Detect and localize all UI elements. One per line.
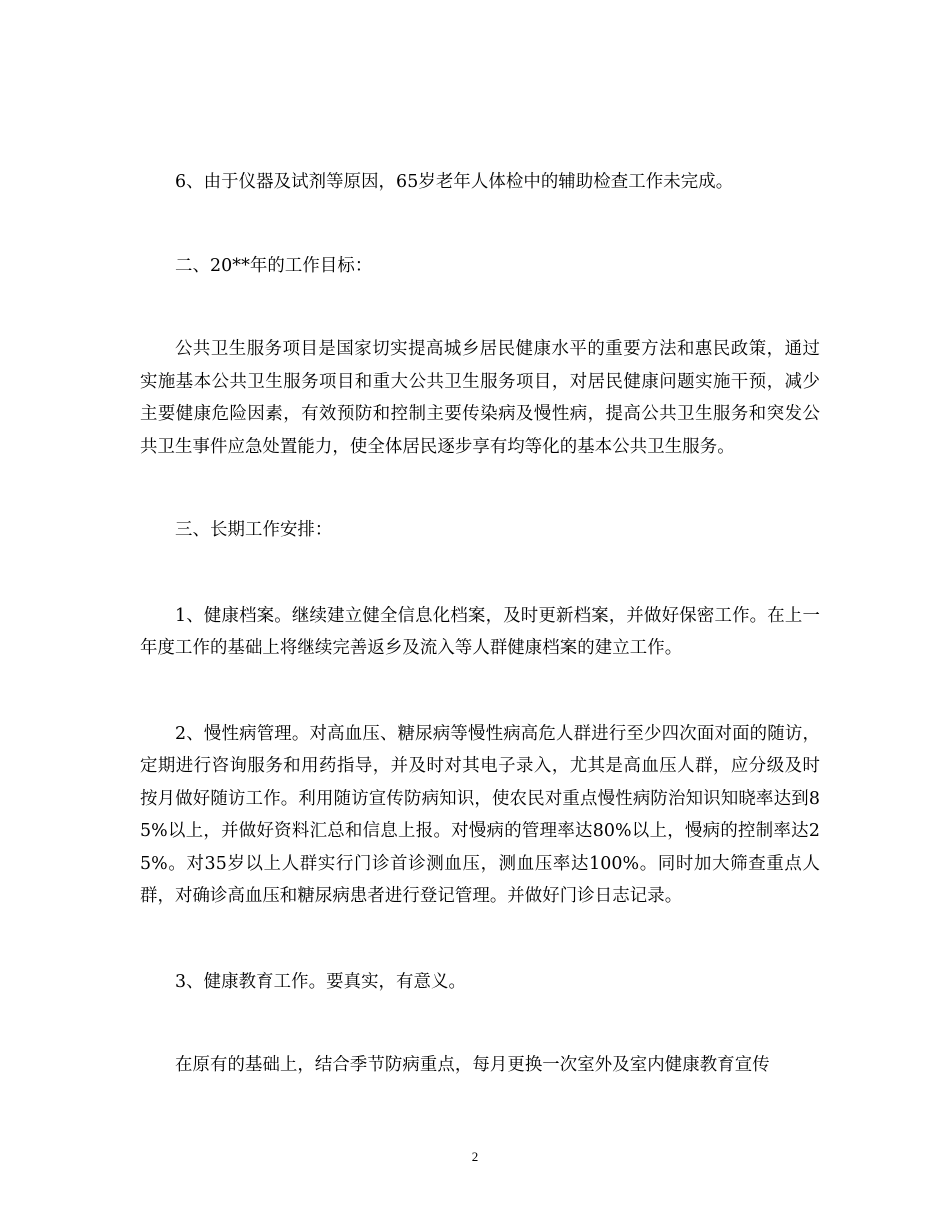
paragraph-education-detail: 在原有的基础上，结合季节防病重点，每月更换一次室外及室内健康教育宣传 [175, 1055, 770, 1075]
paragraph-goals: 公共卫生服务项目是国家切实提高城乡居民健康水平的重要方法和惠民政策，通过实施基本公共卫生服务项目和重大公共卫生服务项目，对居民健康问题实施干预，减少主要健康危险因素，有效预防和控制主要传染病及慢性病，提高公共卫生服务和突发公共卫生事件应急处置能力，使全体居民逐步享有均等化的基本公共卫生服务。 [140, 339, 820, 457]
section-heading-goals: 二、20**年的工作目标： [175, 255, 373, 276]
paragraph-item-6: 6、由于仪器及试剂等原因，65岁老年人体检中的辅助检查工作未完成。 [175, 172, 734, 192]
paragraph-health-education: 3、健康教育工作。要真实，有意义。 [175, 971, 467, 992]
document-body [140, 166, 820, 1082]
page-number: 2 [471, 1149, 479, 1164]
paragraph-health-records: 1、健康档案。继续建立健全信息化档案，及时更新档案，并做好保密工作。在上一年度工作的基础上将继续完善返乡及流入等人群健康档案的建立工作。 [140, 605, 820, 658]
section-heading-long-term: 三、长期工作安排： [175, 520, 333, 540]
paragraph-chronic-disease: 2、慢性病管理。对高血压、糖尿病等慢性病高危人群进行至少四次面对面的随访，定期进行咨询服务和用药指导，并及时对其电子录入，尤其是高血压人群，应分级及时按月做好随访工作。利用随访宣传防病知识，使农民对重点慢性病防治知识知晓率达到85%以上，并做好资料汇总和信息上报。对慢病的管理率达80%以上，慢病的控制率达25%。对35岁以上人群实行门诊首诊测血压，测血压率达100%。同时加大筛查重点人群，对确诊高血压和糖尿病患者进行登记管理。并做好门诊日志记录。 [140, 723, 820, 906]
